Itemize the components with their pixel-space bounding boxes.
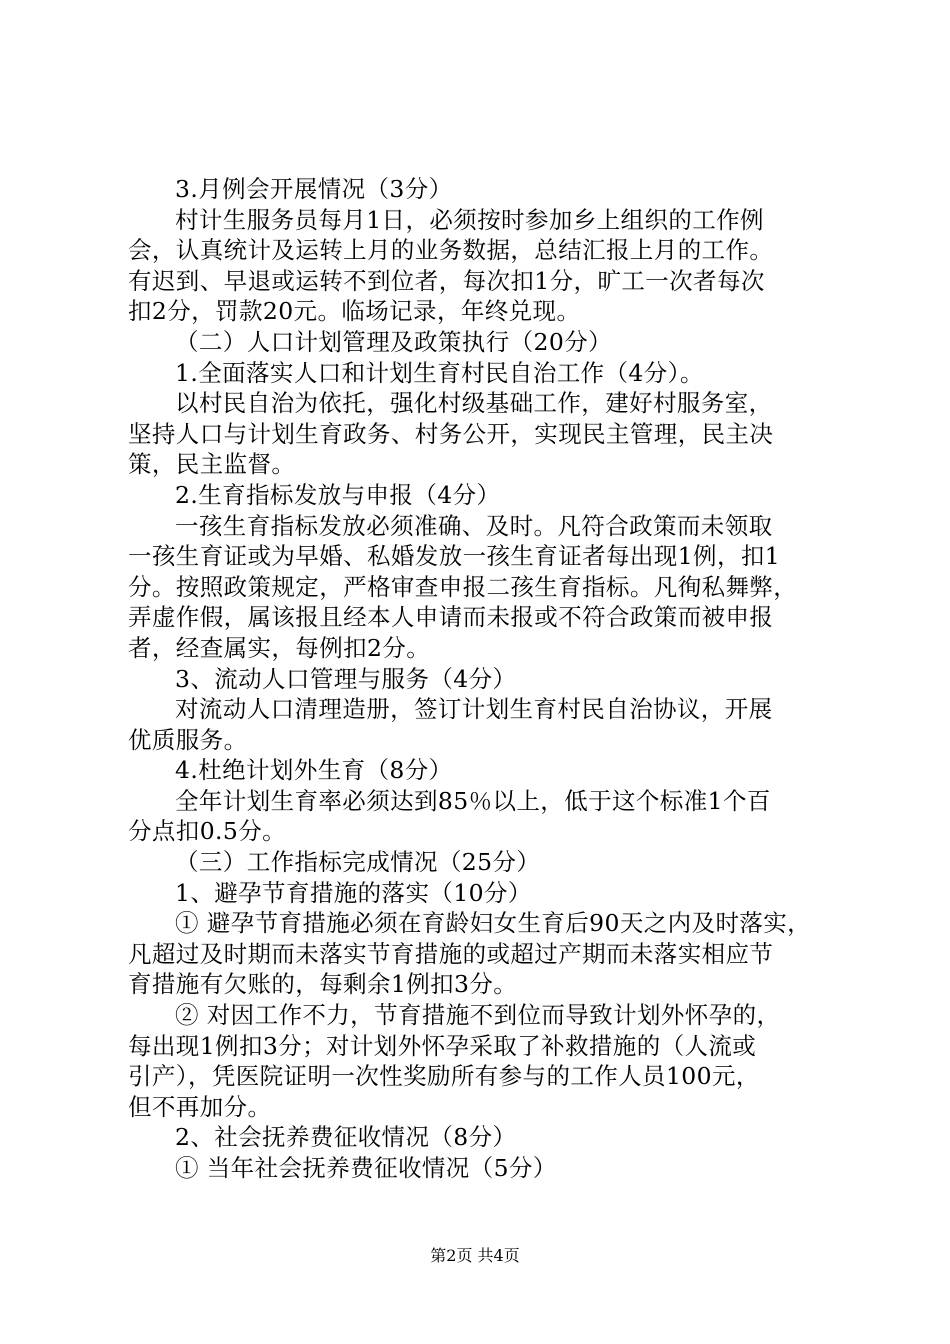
text-line: 对流动人口清理造册，签订计划生育村民自治协议，开展 — [175, 695, 773, 724]
text-line: 凡超过及时期而未落实节育措施的或超过产期而未落实相应节 — [128, 939, 774, 968]
text-line: ① 当年社会抚养费征收情况（5分） — [175, 1154, 557, 1182]
text-line: 有迟到、早退或运转不到位者，每次扣1分，旷工一次者每次 — [128, 266, 765, 295]
text-line: 全年计划生育率必须达到85％以上，低于这个标准1个百 — [175, 786, 771, 815]
text-line: ① 避孕节育措施必须在育龄妇女生育后90天之内及时落实， — [175, 909, 812, 938]
text-line: 策，民主监督。 — [128, 450, 296, 479]
text-line: 但不再加分。 — [128, 1092, 272, 1121]
text-line: 优质服务。 — [128, 725, 248, 754]
text-line: （二）人口计划管理及政策执行（20分） — [175, 327, 613, 356]
text-line: 2、社会抚养费征收情况（8分） — [175, 1123, 517, 1152]
text-line: 一孩生育证或为早婚、私婚发放一孩生育证者每出现1例，扣1 — [128, 542, 781, 571]
text-line: 育措施有欠账的，每剩余1例扣3分。 — [128, 970, 518, 999]
text-line: 分。按照政策规定，严格审查申报二孩生育指标。凡徇私舞弊， — [128, 572, 798, 601]
text-line: ② 对因工作不力，节育措施不到位而导致计划外怀孕的， — [175, 1001, 781, 1030]
text-line: 坚持人口与计划生育政务、村务公开，实现民主管理，民主决 — [128, 419, 774, 448]
page-footer: 第2页 共4页 — [430, 1246, 520, 1265]
text-line: 3.月例会开展情况（3分） — [175, 175, 453, 203]
text-line: 4.杜绝计划外生育（8分） — [175, 756, 453, 785]
text-line: 会，认真统计及运转上月的业务数据，总结汇报上月的工作。 — [128, 236, 774, 265]
text-line: （三）工作指标完成情况（25分） — [175, 848, 541, 877]
text-line: 者，经查属实，每例扣2分。 — [128, 633, 431, 662]
text-line: 1、避孕节育措施的落实（10分） — [175, 878, 532, 907]
text-line: 弄虚作假，属该报且经本人申请而未报或不符合政策而被申报 — [128, 603, 774, 632]
text-line: 分点扣0.5分。 — [128, 817, 287, 846]
text-line: 以村民自治为依托，强化村级基础工作，建好村服务室， — [175, 389, 773, 418]
text-line: 引产），凭医院证明一次性奖励所有参与的工作人员100元， — [128, 1062, 760, 1091]
text-line: 1.全面落实人口和计划生育村民自治工作（4分）。 — [175, 358, 704, 387]
text-line: 村计生服务员每月1日，必须按时参加乡上组织的工作例 — [175, 205, 764, 234]
text-line: 扣2分，罚款20元。临场记录，年终兑现。 — [128, 297, 581, 326]
document-body — [128, 174, 838, 1184]
text-line: 2.生育指标发放与申报（4分） — [175, 480, 501, 509]
text-line: 每出现1例扣3分；对计划外怀孕采取了补救措施的（人流或 — [128, 1031, 757, 1060]
text-line: 一孩生育指标发放必须准确、及时。凡符合政策而未领取 — [175, 511, 773, 540]
text-line: 3、流动人口管理与服务（4分） — [175, 664, 517, 693]
